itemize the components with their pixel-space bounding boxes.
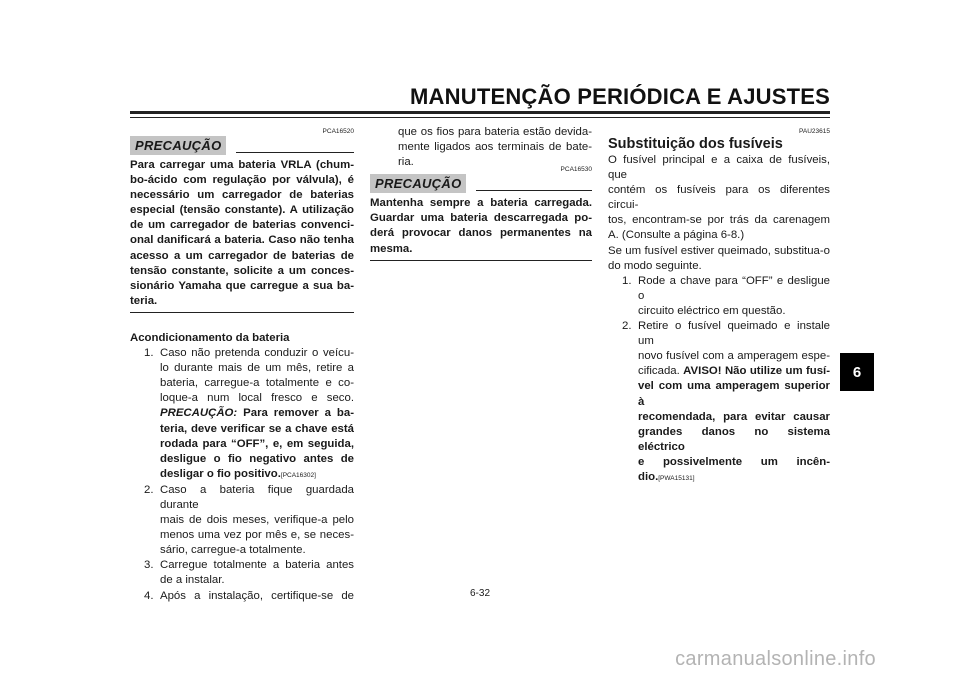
inline-caution-text: Para remover a ba- — [243, 407, 355, 420]
list-item — [130, 558, 354, 588]
list-line: circuito eléctrico em questão. — [638, 304, 786, 317]
text-line: do modo seguinte. — [608, 259, 702, 272]
right-column — [608, 128, 830, 486]
caution-header — [370, 174, 592, 193]
warning-text: AVISO! Não utilize um fusí- — [683, 365, 830, 378]
list-number: 1. — [622, 274, 632, 287]
list-item — [130, 589, 354, 604]
reference-code: [PCA16302] — [280, 471, 316, 479]
warning-line — [638, 470, 830, 486]
list-item — [608, 319, 830, 486]
list-line: Retire o fusível queimado e instale um — [638, 320, 830, 348]
middle-column — [370, 125, 592, 261]
warning-text: dio. — [638, 470, 659, 483]
list-line: menos uma vez por mês e, se neces- — [160, 529, 354, 542]
inline-caution-line: desligue o fio negativo antes de — [160, 452, 354, 465]
list-number: 2. — [622, 320, 632, 333]
inline-caution-text: desligar o fio positivo. — [160, 467, 281, 480]
caution-line: de um carregador de baterias convenci- — [130, 219, 354, 232]
list-text: cificada. — [638, 365, 680, 378]
list-number: 3. — [144, 559, 154, 572]
warning-line: grandes danos no sistema eléctrico — [638, 425, 830, 453]
caution-line: Mantenha sempre a bateria carregada. — [370, 197, 592, 210]
left-column — [130, 128, 354, 604]
header-rule-thick — [130, 111, 830, 114]
warning-line: e possivelmente um incên- — [638, 455, 830, 468]
text-line: A. (Consulte a página 6-8.) — [608, 229, 745, 242]
list-line: Após a instalação, certifique-se de — [160, 589, 354, 602]
caution-header — [130, 136, 354, 155]
text-line: O fusível principal e a caixa de fusíveis, que — [608, 154, 830, 182]
list-item — [130, 346, 354, 483]
caution-header-rule — [476, 190, 592, 191]
text-line: contém os fusíveis para os diferentes circui- — [608, 184, 830, 212]
list-item — [130, 483, 354, 558]
caution-badge: PRECAUÇÃO — [370, 174, 466, 193]
list-line: novo fusível com a amperagem espe- — [638, 350, 830, 363]
list-line: Carregue totalmente a bateria antes — [160, 559, 354, 572]
instruction-paragraph — [608, 244, 830, 274]
list-line: loque-a num local fresco e seco. — [160, 392, 354, 405]
reference-code: PCA16520 — [322, 128, 354, 135]
intro-paragraph — [608, 153, 830, 244]
section-heading: Acondicionamento da bateria — [130, 331, 290, 344]
text-line: ria. — [398, 156, 414, 169]
text-line: que os fios para bateria estão devida- — [398, 126, 592, 138]
caution-line: mesma. — [370, 242, 413, 255]
list-number: 1. — [144, 347, 154, 360]
list-number: 2. — [144, 483, 154, 496]
list-line: de a instalar. — [160, 574, 225, 587]
inline-caution-line — [160, 406, 354, 421]
caution-line: Para carregar uma bateria VRLA (chum- — [130, 159, 354, 171]
list-line: Rode a chave para “OFF” e desligue o — [638, 274, 830, 302]
inline-caution-line — [160, 467, 354, 483]
caution-line: teria. — [130, 294, 158, 307]
inline-caution-line: teria, deve verificar se a chave está — [160, 422, 354, 435]
page-title: MANUTENÇÃO PERIÓDICA E AJUSTES — [410, 84, 830, 109]
list-line — [638, 364, 830, 379]
chapter-tab: 6 — [840, 353, 874, 391]
caution-text — [370, 196, 592, 256]
list-line: Caso não pretenda conduzir o veícu- — [160, 347, 354, 360]
reference-code: PCA16530 — [560, 166, 592, 174]
list-line: sário, carregue-a totalmente. — [160, 544, 306, 557]
list-number: 4. — [144, 589, 154, 602]
caution-end-rule — [370, 260, 592, 261]
caution-header-rule — [236, 152, 354, 153]
list-line: bateria, carregue-a totalmente e co- — [160, 377, 354, 390]
caution-line: necessário um carregador de baterias — [130, 189, 354, 202]
watermark: carmanualsonline.info — [675, 648, 876, 670]
caution-line: derá provocar danos permanentes na — [370, 227, 592, 240]
caution-line: sionário Yamaha que carregue a sua ba- — [130, 279, 354, 292]
list-line: lo durante mais de um mês, retire a — [160, 362, 354, 375]
caution-end-rule — [130, 312, 354, 313]
caution-text — [130, 158, 354, 309]
warning-line: vel com uma amperagem superior à — [638, 380, 830, 408]
caution-line: Guardar uma bateria descarregada po- — [370, 212, 592, 225]
list-line: mais de dois meses, verifique-a pelo — [160, 514, 354, 527]
reference-code: [PWA15131] — [658, 474, 695, 482]
header-rule-thin — [130, 117, 830, 118]
text-line: mente ligados aos terminais de bate- — [398, 141, 592, 154]
caution-line: onal danificará a bateria. Caso não tenha — [130, 234, 354, 247]
section-title: Substituição dos fusíveis — [608, 136, 783, 152]
text-line: Se um fusível estiver queimado, substitua-o — [608, 244, 830, 257]
caution-line: tensão constante, solicite a um conces- — [130, 264, 354, 277]
caution-badge: PRECAUÇÃO — [130, 136, 226, 155]
list-item — [608, 274, 830, 319]
page-number: 6-32 — [469, 588, 490, 599]
inline-caution-label: PRECAUÇÃO: — [160, 407, 238, 420]
caution-line: acesso a um carregador de baterias de — [130, 249, 354, 262]
warning-line: recomendada, para evitar causar — [638, 410, 830, 423]
continued-text — [370, 125, 592, 170]
caution-line: bo-ácido com regulação por válvula), é — [130, 174, 354, 187]
text-line: tos, encontram-se por trás da carenagem — [608, 214, 830, 227]
reference-code: PAU23615 — [799, 128, 830, 135]
inline-caution-line: rodada para “OFF”, e, em seguida, — [160, 437, 354, 450]
list-line: Caso a bateria fique guardada durante — [160, 483, 354, 511]
caution-line: especial (tensão constante). A utilização — [130, 204, 354, 217]
